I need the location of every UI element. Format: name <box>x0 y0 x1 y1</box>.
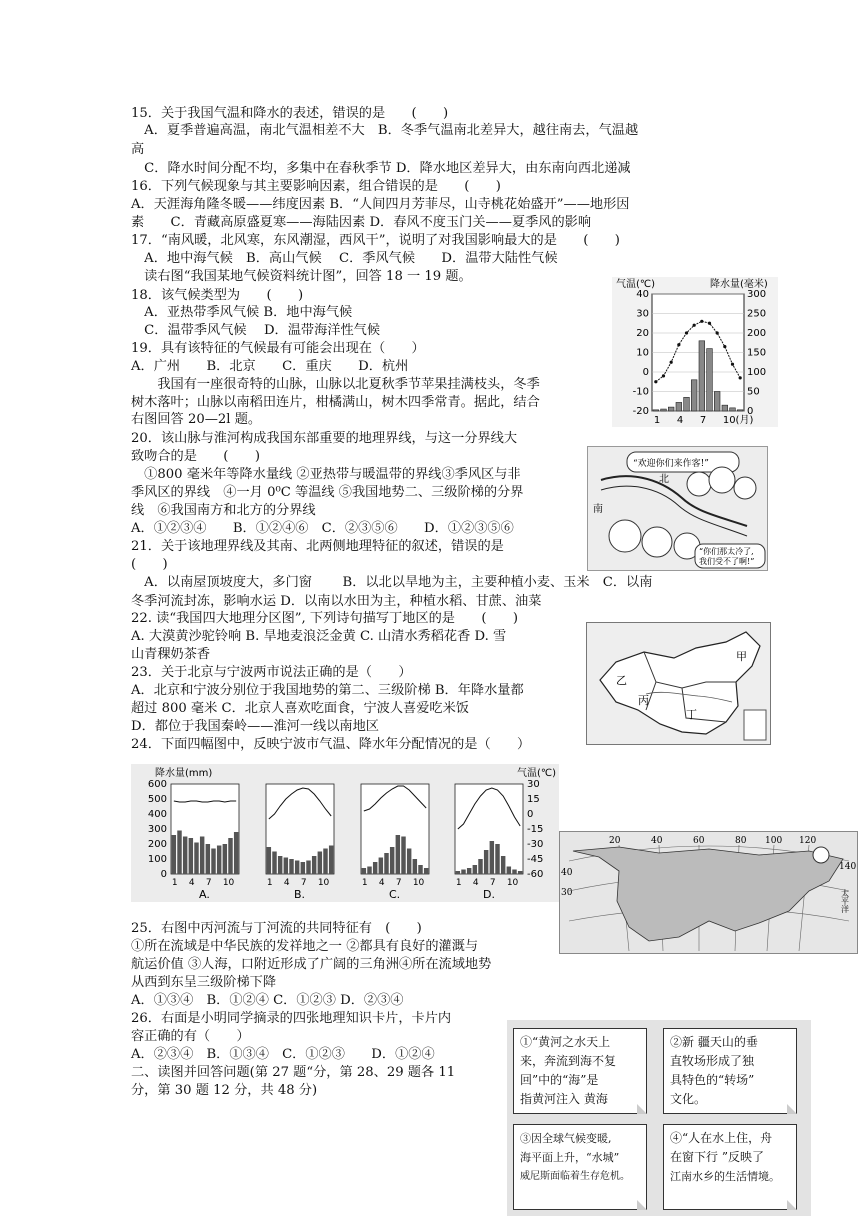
climate-chart-svg <box>612 277 778 427</box>
q15-stem: 15．关于我国气温和降水的表述，错误的是 ( ) <box>131 106 449 121</box>
south-tree-2 <box>642 527 672 557</box>
speech-north-text: “欢迎你们来作客!” <box>633 459 709 469</box>
small-precip-bar <box>396 835 400 874</box>
q25-stem: 25．右图中丙河流与丁河流的共同特征有 ( ) <box>131 921 422 936</box>
small-precip-bar <box>518 871 522 874</box>
lat-30: 30 <box>561 888 573 898</box>
small-month-tick: 1 <box>266 878 273 888</box>
card-2 <box>663 1028 797 1114</box>
small-precip-bar <box>512 870 516 875</box>
four-climate-charts <box>131 764 559 902</box>
q18-stem: 18．该气候类型为 ( ) <box>131 288 304 303</box>
small-precip-tick: 600 <box>147 779 167 790</box>
small-precip-bar <box>401 837 405 875</box>
north-label: 北 <box>659 474 669 485</box>
precip-bar <box>707 349 713 411</box>
small-month-tick: 1 <box>361 878 368 888</box>
region-bing: 丙 <box>638 694 649 707</box>
temp-point <box>731 363 734 366</box>
temp-tick-label: 30 <box>636 308 649 320</box>
card-3-line-1: ③因全球气候变暖, <box>520 1132 612 1145</box>
q25-items-3: 从西到东呈三级阶梯下降 <box>131 975 277 990</box>
small-precip-bar <box>295 861 299 875</box>
small-precip-bar <box>183 837 187 875</box>
precip-tick-label: 50 <box>747 386 760 398</box>
cartoon-svg <box>587 446 768 571</box>
small-precip-bar <box>323 849 327 875</box>
q20-intro-3: 右图回答 20—2l 题。 <box>131 412 262 427</box>
precip-bar <box>691 380 697 411</box>
small-month-tick: 7 <box>489 878 496 888</box>
q15-options-ab-cont: 高 <box>131 142 145 157</box>
compass-icon <box>813 847 829 863</box>
q20-intro-2: 树木落叶；山脉以南稻田连片，柑橘满山，树木四季常青。据此，结合 <box>131 395 540 410</box>
small-precip-title: 降水量(mm) <box>155 768 213 779</box>
region-ding: 丁 <box>686 708 697 721</box>
small-precip-bar <box>456 871 460 874</box>
small-charts-svg <box>131 764 559 902</box>
small-precip-bar <box>362 868 366 874</box>
card-4-line-3: 江南水乡的生活情境。 <box>670 1170 780 1183</box>
q20-intro-1: 我国有一座很奇特的山脉，山脉以北夏秋季节苹果挂满枝头，冬季 <box>131 377 540 392</box>
q25-items-1: ①所在流域是中华民族的发祥地之一 ②都具有良好的灌溉与 <box>131 939 479 954</box>
q20-items-1: ①800 毫米年等降水量线 ②亚热带与暖温带的界线③季风区与非 <box>131 467 521 482</box>
small-precip-bar <box>217 846 221 875</box>
q20-items-3: 线 ⑥我国南方和北方的分界线 <box>131 503 316 518</box>
precip-tick-label: 0 <box>747 406 754 417</box>
card-1-line-4: 指黄河注入 黄海 <box>520 1092 608 1106</box>
month-tick-label: 4 <box>676 415 684 426</box>
precip-bar <box>722 405 728 411</box>
small-month-tick: 10 <box>506 878 519 888</box>
q20-stem-cont: 致吻合的是 ( ) <box>131 449 260 464</box>
q21-stem-cont: ( ) <box>131 557 168 572</box>
small-precip-bar <box>329 846 333 875</box>
precip-bar <box>661 409 667 411</box>
small-month-tick: 7 <box>205 878 212 888</box>
small-precip-bar <box>379 858 383 875</box>
small-precip-bar <box>467 868 471 874</box>
card-4 <box>663 1124 797 1210</box>
south-tree-1 <box>609 520 641 552</box>
q24-stem: 24．下面四幅图中，反映宁波市气温、降水年分配情况的是（ ） <box>131 737 531 752</box>
north-tree-1 <box>687 472 711 496</box>
north-south-cartoon <box>587 446 768 571</box>
small-precip-bar <box>267 847 271 874</box>
small-month-tick: 10 <box>317 878 330 888</box>
precip-bar <box>676 402 682 411</box>
temp-tick-label: 20 <box>636 328 649 339</box>
q15-options-cd: C．降水时间分配不均，多集中在春秋季节 D．降水地区差异大，由东南向西北递减 <box>131 161 631 176</box>
card-3-line-2: 海平面上升，“水城” <box>520 1151 620 1164</box>
sea-label-1: 太平洋 <box>840 889 850 913</box>
small-precip-bar <box>177 831 181 875</box>
month-tick-label: 10(月) <box>722 415 754 426</box>
small-precip-bar <box>200 837 204 875</box>
month-tick-label: 1 <box>653 415 661 426</box>
small-precip-bar <box>484 850 488 874</box>
south-sea-inset <box>744 710 766 740</box>
card-3 <box>513 1124 647 1210</box>
q20-options: A．①②③④ B．①②④⑥ C．②③⑤⑥ D．①②③⑤⑥ <box>131 521 514 536</box>
precip-bar <box>684 397 690 411</box>
temp-point <box>723 345 726 348</box>
asia-map-svg <box>559 831 858 954</box>
precip-tick-label: 100 <box>747 367 767 378</box>
q22-options: A. 大漠黄沙驼铃响 B. 旱地麦浪泛金黄 C. 山清水秀稻花香 D. 雪 <box>131 629 507 644</box>
small-temp-tick: -15 <box>527 824 544 835</box>
small-precip-bar <box>189 838 193 874</box>
temp-point <box>700 320 703 323</box>
precip-bar <box>653 410 659 411</box>
card-4-line-2: 在窗下行 ”反映了 <box>670 1150 764 1164</box>
small-precip-tick: 100 <box>147 854 167 865</box>
small-precip-bar <box>461 870 465 875</box>
south-label: 南 <box>593 504 603 515</box>
small-precip-bar <box>418 865 422 874</box>
lon-60: 60 <box>693 836 705 846</box>
china-regions-map <box>586 622 771 745</box>
small-month-tick: 1 <box>455 878 462 888</box>
q18-19-intro: 读右图“我国某地气候资料统计图”，回答 18 一 19 题。 <box>131 269 472 284</box>
small-temp-title: 气温(℃) <box>517 768 557 779</box>
temp-point <box>670 361 673 364</box>
q25-items-2: 航运价值 ③人海，口附近形成了广阔的三角洲④所在流域地势 <box>131 957 492 972</box>
q26-options: A．②③④ B．①③④ C．①②③ D．①②④ <box>131 1047 435 1062</box>
temp-point <box>677 343 680 346</box>
lat-140: 140 <box>839 862 857 872</box>
small-precip-bar <box>234 832 238 874</box>
speech-south-text-2: 我们受不了啊!” <box>699 557 755 566</box>
small-precip-bar <box>194 843 198 875</box>
q15-options-ab: A．夏季普遍高温，南北气温相差不大 B．冬季气温南北差异大，越往南去，气温越 <box>131 123 639 138</box>
lon-100: 100 <box>765 836 783 846</box>
small-precip-bar <box>407 849 411 875</box>
temp-point <box>716 331 719 334</box>
temp-point <box>685 331 688 334</box>
card-1-line-3: 回”中的“海”是 <box>520 1073 599 1087</box>
small-precip-bar <box>172 835 176 874</box>
precip-bar <box>699 341 705 411</box>
q23-stem: 23．关于北京与宁波两市说法正确的是（ ） <box>131 665 412 680</box>
small-chart-frame <box>361 784 429 874</box>
region-jia: 甲 <box>736 650 747 663</box>
small-precip-bar <box>373 862 377 874</box>
small-precip-bar <box>478 859 482 874</box>
card-2-line-1: ②新 疆天山的垂 <box>670 1035 758 1049</box>
small-precip-bar <box>289 859 293 874</box>
lon-80: 80 <box>735 836 747 846</box>
small-month-tick: 4 <box>378 878 385 888</box>
section2-title-cont: 分，第 30 题 12 分，共 48 分) <box>131 1083 318 1098</box>
q26-stem: 26．右面是小明同学摘录的四张地理知识卡片，卡片内 <box>131 1011 452 1026</box>
small-month-tick: 10 <box>412 878 425 888</box>
small-precip-bar <box>206 844 210 874</box>
q16-stem: 16．下列气候现象与其主要影响因素，组合错误的是 ( ) <box>131 179 501 194</box>
precip-bar <box>668 407 674 411</box>
small-chart-label: D. <box>483 888 495 901</box>
card-2-line-2: 直牧场形成了独 <box>670 1054 755 1068</box>
small-precip-bar <box>501 856 505 874</box>
q21-stem: 21．关于该地理界线及其南、北两侧地理特征的叙述，错误的是 <box>131 539 504 554</box>
region-yi: 乙 <box>616 674 627 687</box>
precip-tick-label: 150 <box>747 347 767 359</box>
precip-tick-label: 200 <box>747 328 767 339</box>
small-precip-bar <box>424 868 428 874</box>
small-chart-label: B. <box>294 888 306 901</box>
climate-chart <box>612 277 778 427</box>
small-precip-bar <box>301 862 305 874</box>
temp-tick-label: -20 <box>632 406 649 417</box>
temp-point <box>662 374 665 377</box>
q17-options: A．地中海气候 B．高山气候 C．季风气候 D．温带大陆性气候 <box>131 251 558 266</box>
precip-axis-title: 降水量(毫米) <box>710 279 768 290</box>
q25-options: A．①③④ B．①②④ C．①②③ D．②③④ <box>131 993 404 1008</box>
small-precip-bar <box>318 852 322 875</box>
temp-point <box>739 376 742 379</box>
q23-options-1: A．北京和宁波分别位于我国地势的第二、三级阶梯 B．年降水量都 <box>131 683 524 698</box>
card-1 <box>513 1028 647 1114</box>
small-precip-bar <box>312 856 316 874</box>
q21-options-2: 冬季河流封冻，影响水运 D．以南以水田为主，种植水稻、甘蔗、油菜 <box>131 594 542 609</box>
section2-title: 二、读图并回答问题(第 27 题“分，第 28、29 题各 11 <box>131 1065 456 1080</box>
card-3-line-3: 威尼斯面临着生存危机。 <box>520 1171 630 1182</box>
q19-options: A．广州 B．北京 C．重庆 D．杭州 <box>131 359 409 374</box>
small-temp-tick: -45 <box>527 854 544 865</box>
small-precip-tick: 200 <box>147 839 167 850</box>
small-precip-bar <box>284 858 288 875</box>
small-precip-bar <box>507 867 511 875</box>
card-2-line-3: 具特色的“转场” <box>670 1073 755 1087</box>
q20-stem: 20．该山脉与淮河构成我国东部重要的地理界线，与这一分界线大 <box>131 431 518 446</box>
small-precip-bar <box>228 838 232 874</box>
small-temp-tick: 30 <box>527 779 540 790</box>
temp-tick-label: 40 <box>636 289 649 300</box>
small-month-tick: 4 <box>472 878 479 888</box>
q17-stem: 17．“南风暖，北风寒，东风潮湿，西风干”，说明了对我国影响最大的是 ( ) <box>131 233 620 248</box>
card-4-line-1: ④“人在水上住，舟 <box>670 1131 773 1145</box>
q20-items-2: 季风区的界线 ④一月 0⁰C 等温线 ⑤我国地势二、三级阶梯的分界 <box>131 485 524 500</box>
small-precip-tick: 400 <box>147 809 167 820</box>
temp-point <box>693 324 696 327</box>
speech-south-text-1: “你们那太冷了, <box>699 547 754 556</box>
small-chart-frame <box>455 784 523 874</box>
precip-bar <box>714 392 720 412</box>
temp-tick-label: 0 <box>642 367 649 378</box>
q22-options-cont: 山青稞奶茶香 <box>131 647 211 662</box>
small-precip-bar <box>384 853 388 874</box>
small-temp-tick: -30 <box>527 839 544 850</box>
small-precip-bar <box>278 856 282 874</box>
q23-options-3: D．都位于我国秦岭——淮河一线以南地区 <box>131 719 379 734</box>
small-month-tick: 7 <box>300 878 307 888</box>
china-map-svg <box>586 622 771 745</box>
small-month-tick: 4 <box>283 878 290 888</box>
precip-bar <box>737 410 743 411</box>
temp-point <box>654 380 657 383</box>
temp-tick-label: -10 <box>632 386 649 398</box>
lon-40: 40 <box>651 836 663 846</box>
small-temp-tick: -60 <box>527 869 544 880</box>
temp-point <box>708 322 711 325</box>
small-precip-bar <box>490 841 494 874</box>
q22-stem: 22. 读“我国四大地理分区图”, 下列诗句描写丁地区的是 ( ) <box>131 611 519 626</box>
small-precip-bar <box>495 844 499 874</box>
precip-tick-label: 250 <box>747 308 767 320</box>
small-month-tick: 10 <box>222 878 235 888</box>
small-temp-tick: 0 <box>527 809 534 820</box>
asia-map <box>559 831 858 954</box>
card-1-line-2: 来，奔流到海不复 <box>520 1054 617 1068</box>
precip-bar <box>730 408 736 411</box>
small-month-tick: 4 <box>188 878 195 888</box>
north-tree-3 <box>734 477 756 499</box>
q19-stem: 19．具有该特征的气候最有可能会出现在（ ） <box>131 341 425 356</box>
card-2-line-4: 文化。 <box>670 1092 707 1106</box>
small-month-tick: 1 <box>171 878 178 888</box>
small-chart-label: A. <box>199 888 210 901</box>
temp-axis-title: 气温(℃) <box>616 279 656 290</box>
lon-120: 120 <box>799 836 817 846</box>
q18-options-cd: C．温带季风气候 D．温带海洋性气候 <box>131 323 381 338</box>
small-precip-bar <box>367 867 371 875</box>
small-temp-tick: 15 <box>527 794 540 805</box>
precip-tick-label: 300 <box>747 289 767 300</box>
lon-20: 20 <box>609 836 621 846</box>
lat-40: 40 <box>561 868 573 878</box>
small-precip-bar <box>272 852 276 875</box>
knowledge-cards <box>507 1020 811 1216</box>
small-month-tick: 7 <box>395 878 402 888</box>
q26-stem-cont: 容正确的有（ ） <box>131 1029 250 1044</box>
month-tick-label: 7 <box>699 415 707 426</box>
q18-options-ab: A．亚热带季风气候 B．地中海气候 <box>131 305 353 320</box>
q16-options-cd: 素 C．青藏高原盛夏寒——海陆因素 D．春风不度玉门关——夏季风的影响 <box>131 215 592 230</box>
card-1-line-1: ①“黄河之水天上 <box>520 1035 611 1049</box>
small-precip-bar <box>306 861 310 875</box>
small-precip-bar <box>390 847 394 874</box>
small-precip-tick: 300 <box>147 824 167 835</box>
small-precip-tick: 0 <box>160 869 167 880</box>
small-precip-tick: 500 <box>147 794 167 805</box>
small-chart-label: C. <box>389 888 401 901</box>
small-precip-bar <box>413 859 417 874</box>
q21-options-1: A．以南屋顶坡度大，多门窗 B．以北以旱地为主，主要种植小麦、玉米 C．以南 <box>131 575 653 590</box>
small-precip-bar <box>211 849 215 875</box>
small-precip-bar <box>473 865 477 874</box>
small-precip-bar <box>223 844 227 874</box>
north-tree-2 <box>709 467 735 493</box>
q23-options-2: 超过 800 毫米 C．北京人喜欢吃面食，宁波人喜爱吃米饭 <box>131 701 469 716</box>
q16-options-ab: A．天涯海角隆冬暖——纬度因素 B．“人间四月芳菲尽，山寺桃花始盛开”——地形因 <box>131 197 630 212</box>
temp-tick-label: 10 <box>636 347 649 359</box>
